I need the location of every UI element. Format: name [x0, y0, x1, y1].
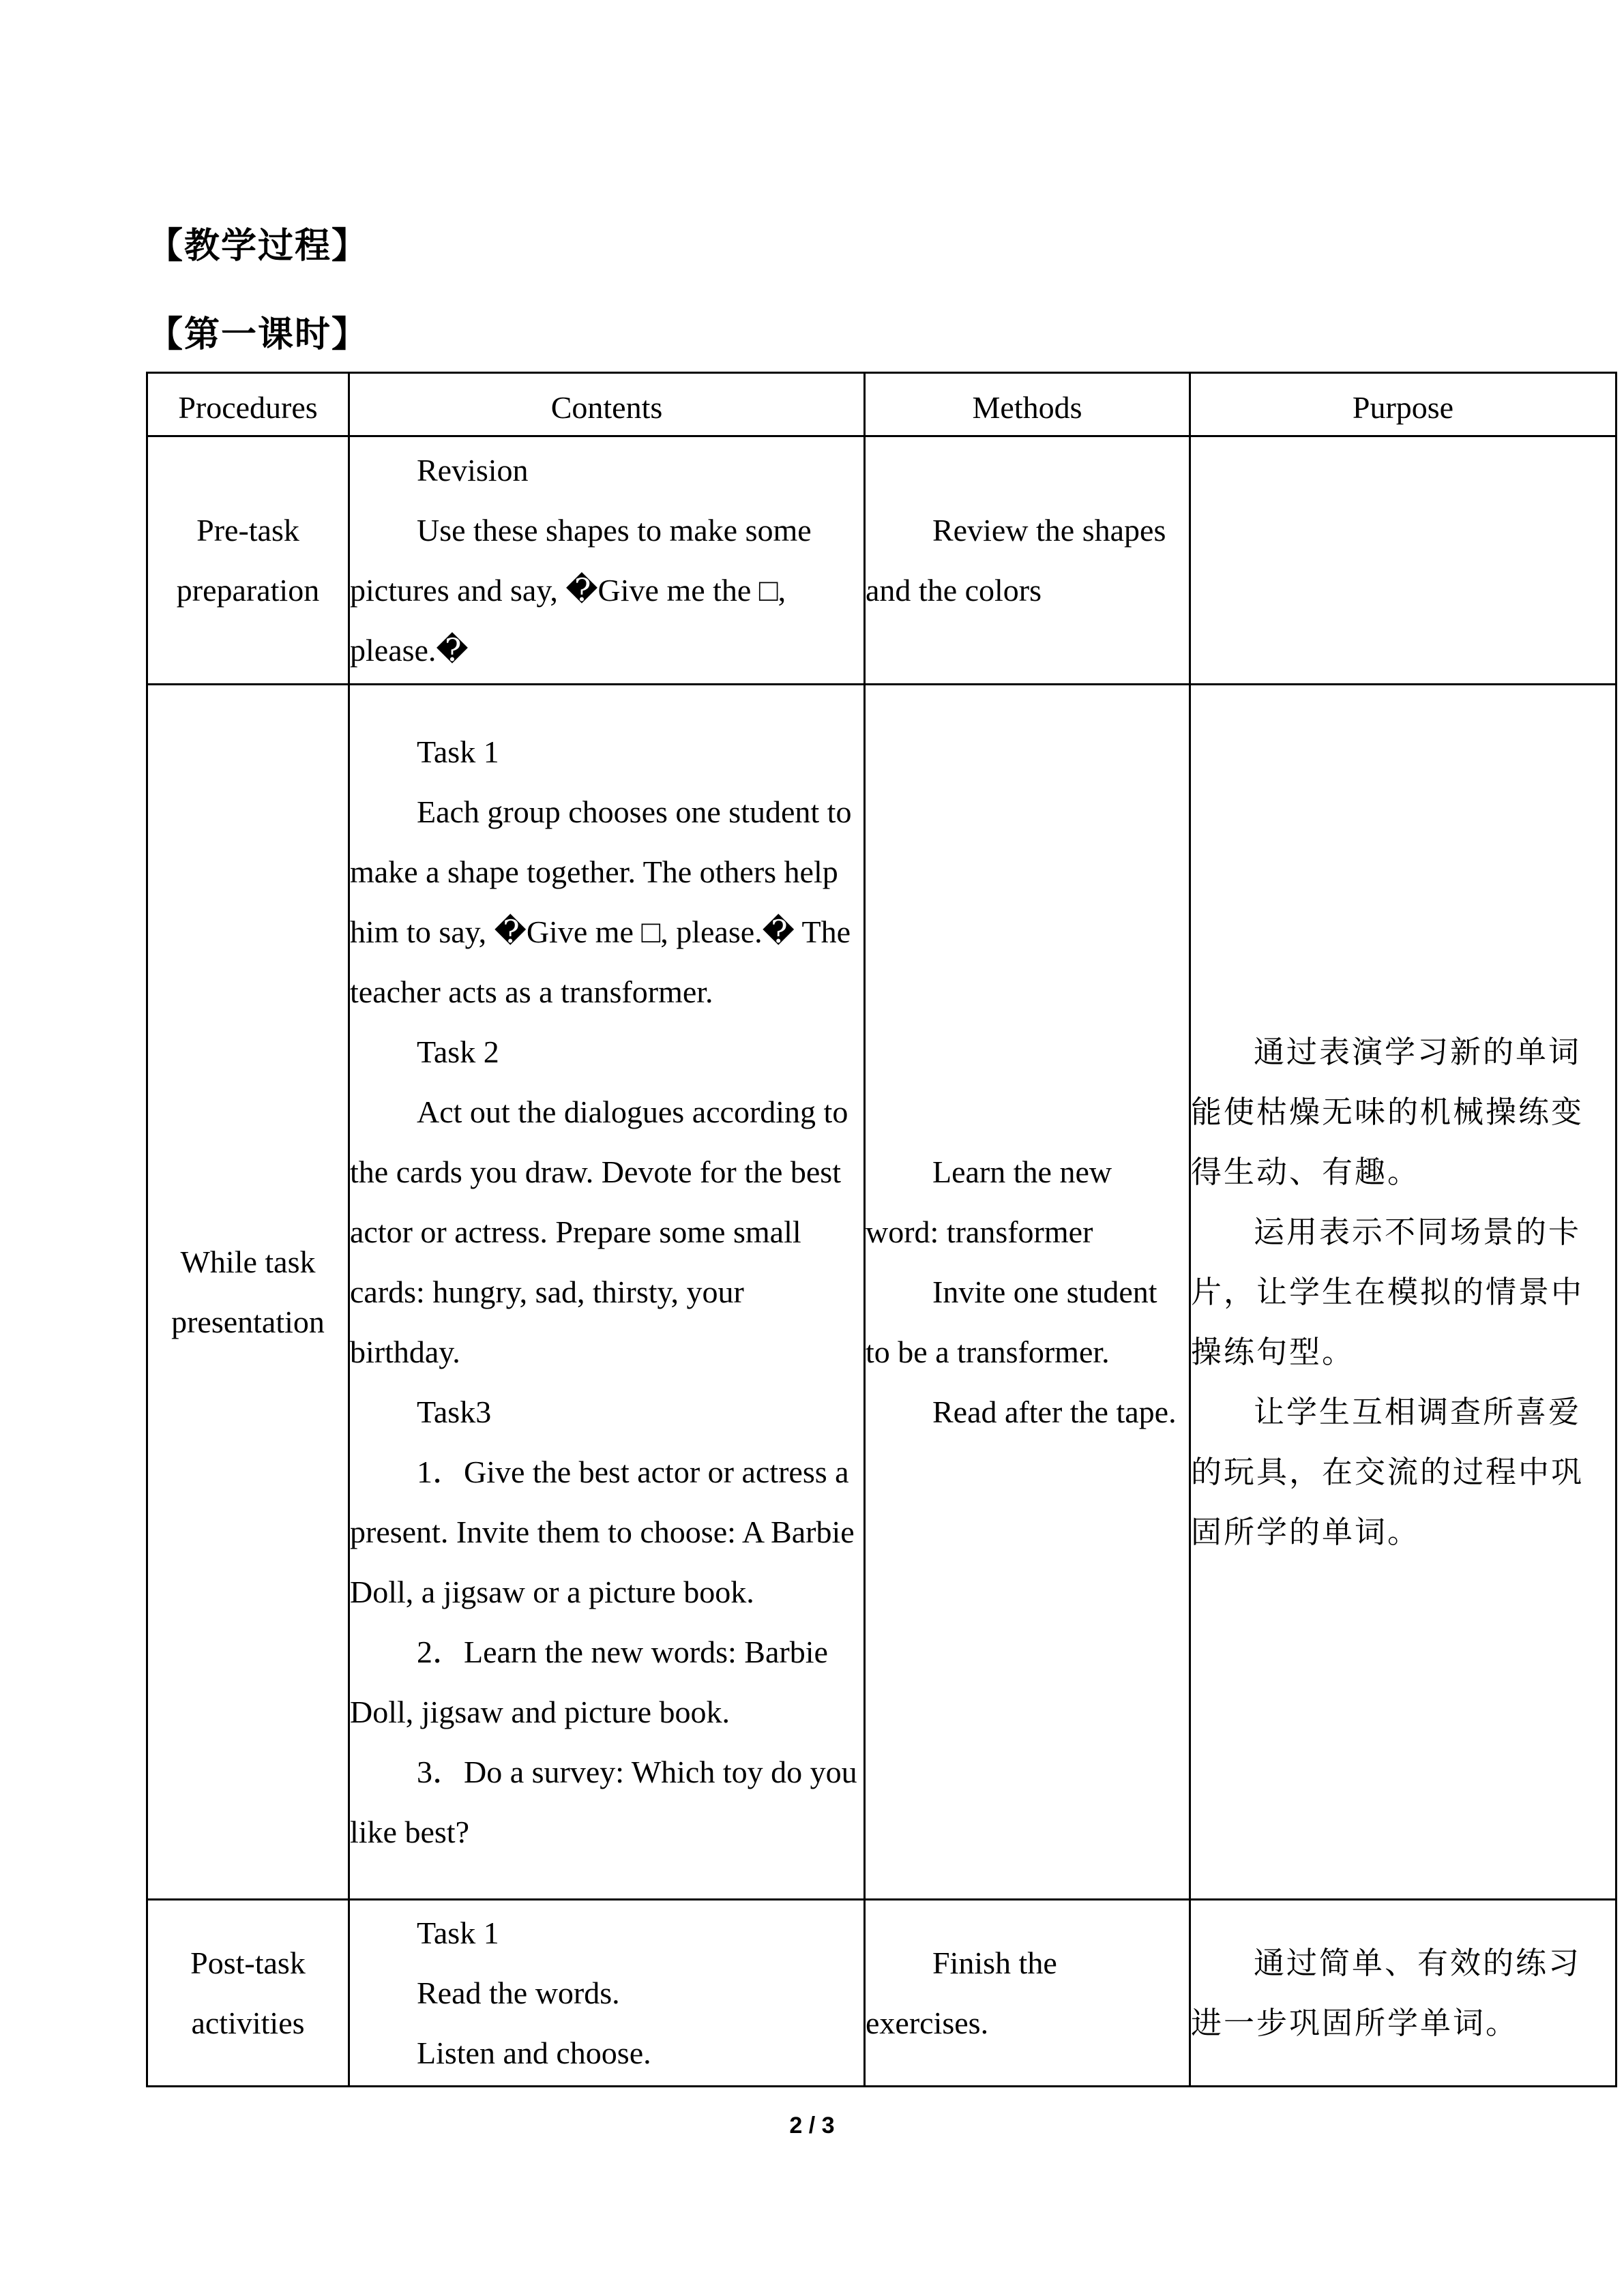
purpose-cell: 通过简单、有效的练习进一步巩固所学单词。	[1190, 1900, 1616, 2087]
methods-cell: Review the shapes and the colors	[865, 436, 1190, 685]
table-row	[147, 1900, 1616, 2087]
procedure-cell: Pre-task preparation	[147, 436, 349, 685]
table-row	[147, 436, 1616, 685]
methods-cell: Learn the new word: transformer Invite one student to be a transformer. Read after the tape.	[865, 685, 1190, 1900]
section-heading-teaching-process: 【教学过程】	[147, 226, 369, 267]
procedure-cell: While task presentation	[147, 685, 349, 1900]
header-contents: Contents	[349, 373, 865, 436]
purpose-cell: 通过表演学习新的单词能使枯燥无味的机械操练变得生动、有趣。 运用表示不同场景的卡片，让学生在模拟的情景中操练句型。 让学生互相调查所喜爱的玩具，在交流的过程中巩固所学的单词。	[1190, 685, 1616, 1900]
page-number: 2 / 3	[789, 2113, 835, 2138]
lesson-plan-table	[146, 372, 1617, 2087]
header-methods: Methods	[865, 373, 1190, 436]
header-purpose: Purpose	[1190, 373, 1616, 436]
contents-cell: Task 1 Each group chooses one student to make a shape together. The others help him to say, �Give me □, please.� The teacher acts as a transformer. Task 2 Act out the dialogues according to the cards you draw. Devote for the best actor or actress. Prepare some small cards: hungry, sad, thirsty, your birthday. Task3 1．Give the best actor or actress a present. Invite them to choose: A Barbie Doll, a jigsaw or a picture book. 2．Learn the new words: Barbie Doll, jigsaw and picture book. 3．Do a survey: Which toy do you like best?	[349, 685, 865, 1900]
purpose-cell	[1190, 436, 1616, 685]
table-row	[147, 685, 1616, 1900]
header-procedures: Procedures	[147, 373, 349, 436]
methods-cell: Finish the exercises.	[865, 1900, 1190, 2087]
table-header-row	[147, 373, 1616, 436]
procedure-cell: Post-task activities	[147, 1900, 349, 2087]
contents-cell: Task 1 Read the words. Listen and choose.	[349, 1900, 865, 2087]
contents-cell: Revision Use these shapes to make some pictures and say, �Give me the □, please.�	[349, 436, 865, 685]
section-heading-first-lesson: 【第一课时】	[147, 314, 369, 355]
